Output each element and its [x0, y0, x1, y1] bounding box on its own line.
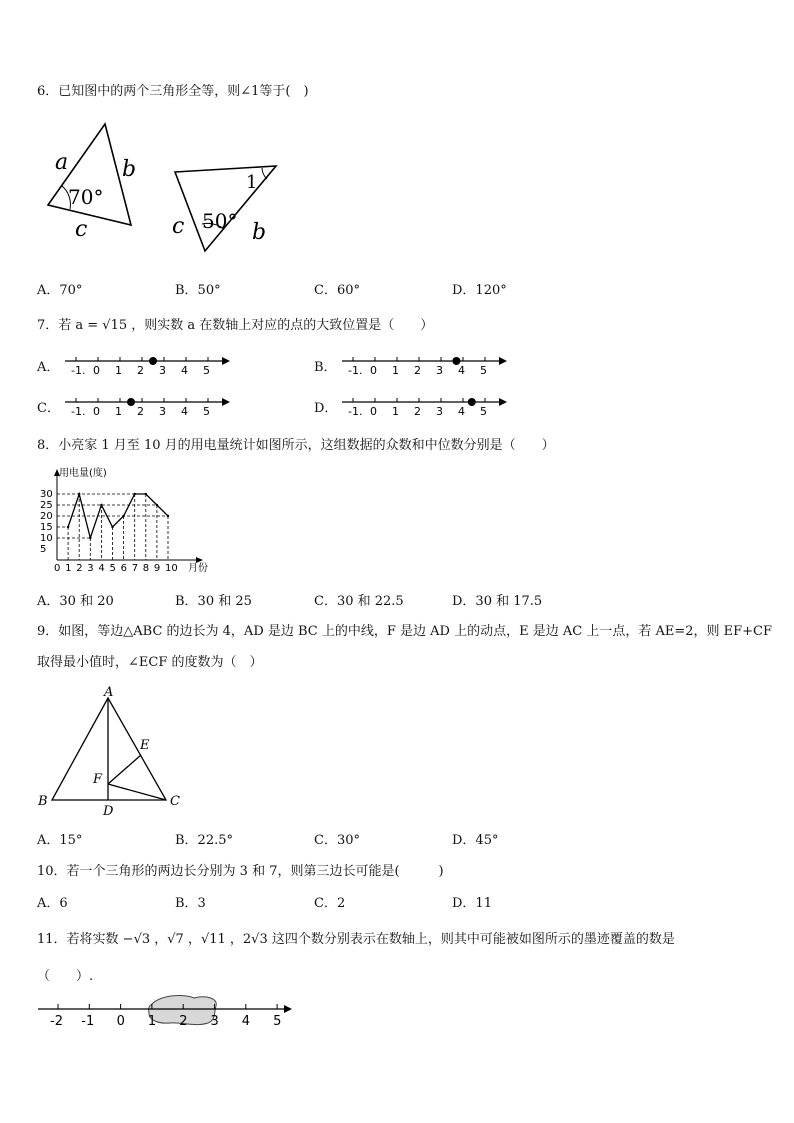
q7-option-c-label[interactable]: C． — [37, 401, 60, 416]
x-tick-label: 8 — [142, 563, 150, 574]
tick-label: 2 — [179, 1014, 188, 1029]
axis-arrow — [499, 357, 507, 365]
tick-label: 0 — [370, 405, 377, 418]
q8-option-c[interactable]: C．30 和 22.5 — [314, 594, 404, 609]
y-tick-label: 30 — [40, 489, 53, 500]
tick-label: 1 — [392, 405, 399, 418]
q10-option-c[interactable]: C．2 — [314, 896, 346, 911]
tick-label: 5 — [203, 405, 210, 418]
q9-text-line2: 取得最小值时，∠ECF 的度数为（ ） — [37, 655, 263, 670]
data-point — [67, 526, 69, 528]
data-point — [134, 493, 136, 495]
x-tick-label: 0 — [54, 563, 61, 574]
q6-angle-1: 1 — [246, 172, 258, 193]
data-point — [111, 526, 113, 528]
x-tick-label: 1 — [65, 563, 72, 574]
q6-triangles-figure — [40, 118, 340, 268]
q6-angle-50: 50° — [202, 209, 238, 233]
q11-paren: （ ）. — [37, 969, 94, 984]
q9-option-b[interactable]: B．22.5° — [175, 833, 233, 848]
q9-label-a: A — [104, 685, 114, 700]
tick-label: 2 — [414, 364, 421, 377]
q8-line-chart — [38, 466, 213, 578]
tick-label: 2 — [137, 364, 144, 377]
point-a — [127, 398, 135, 406]
data-point — [145, 493, 147, 495]
q6-side-a: a — [55, 150, 69, 175]
x-tick-label: 6 — [120, 563, 127, 574]
tick-label: 3 — [159, 405, 166, 418]
data-point — [78, 493, 80, 495]
tick-label: 3 — [436, 364, 443, 377]
q9-label-f: F — [93, 772, 103, 787]
y-tick-label: 15 — [40, 522, 53, 533]
x-tick-label: 5 — [109, 563, 116, 574]
tick-label: 1 — [115, 364, 122, 377]
q8-text: 8．小亮家 1 月至 10 月的用电量统计如图所示，这组数据的众数和中位数分别是（ ） — [37, 438, 555, 453]
x-tick-label: 4 — [98, 563, 105, 574]
q6-side-b: b — [122, 157, 137, 182]
tick-label: 0 — [116, 1014, 125, 1029]
tick-label: 4 — [181, 405, 188, 418]
tick-label: 2 — [137, 405, 144, 418]
tick-label: -1 — [81, 1014, 95, 1029]
q9-option-a[interactable]: A．15° — [37, 833, 83, 848]
q9-triangle-figure — [35, 684, 195, 819]
q7-number-line-a — [62, 353, 242, 375]
tick-label: 5 — [273, 1014, 282, 1029]
tick-label: 1 — [147, 1014, 157, 1029]
tick-label: 0 — [370, 364, 377, 377]
tick-label: 3 — [159, 364, 166, 377]
tick-label: -2 — [50, 1014, 63, 1029]
y-tick-label: 25 — [40, 500, 53, 511]
q6-option-b[interactable]: B．50° — [175, 283, 221, 298]
q7-number-line-b — [339, 353, 519, 375]
tick-label: 1 — [115, 405, 122, 418]
y-tick-label: 10 — [40, 533, 53, 544]
point-a — [468, 398, 476, 406]
q6-side-b2: b — [252, 220, 267, 245]
tick-label: 0 — [93, 364, 100, 377]
tick-label: 5 — [203, 364, 210, 377]
q11-number-line — [36, 992, 306, 1032]
q6-text: 6．已知图中的两个三角形全等，则∠1等于( ) — [37, 84, 309, 99]
tick-label: 4 — [458, 405, 465, 418]
q10-option-b[interactable]: B．3 — [175, 896, 206, 911]
q7-option-b-label[interactable]: B． — [314, 360, 337, 375]
q6-side-c2: c — [172, 214, 185, 239]
q9-label-b: B — [38, 794, 48, 809]
tick-label: 4 — [241, 1014, 251, 1029]
tick-label: 3 — [210, 1014, 219, 1029]
q8-option-b[interactable]: B．30 和 25 — [175, 594, 252, 609]
x-tick-label: 2 — [76, 563, 83, 574]
tick-label: 5 — [480, 405, 487, 418]
axis-arrow — [499, 398, 507, 406]
q8-option-d[interactable]: D．30 和 17.5 — [452, 594, 543, 609]
data-point — [156, 504, 158, 506]
tick-label: 3 — [436, 405, 443, 418]
data-point — [122, 515, 124, 517]
q9-text-line1: 9．如图，等边△ABC 的边长为 4，AD 是边 BC 上的中线，F 是边 AD 上的动点，E 是边 AC 上一点，若 AE=2，则 EF+CF — [37, 624, 773, 639]
tick-label: -1. — [348, 364, 363, 377]
x-axis-label: 月份 — [188, 563, 208, 574]
tick-label: 0 — [93, 405, 100, 418]
tick-label: -1. — [71, 364, 86, 377]
q11-text: 11．若将实数 −√3 ，√7 ，√11 ，2√3 这四个数分别表示在数轴上，则其中可能被如图所示的墨迹覆盖的数是 — [37, 932, 675, 947]
q9-label-c: C — [170, 794, 180, 809]
q10-text: 10．若一个三角形的两边长分别为 3 和 7，则第三边长可能是( ) — [37, 864, 444, 879]
point-a — [452, 357, 460, 365]
x-tick-label: 10 — [165, 563, 178, 574]
q10-option-a[interactable]: A．6 — [37, 896, 68, 911]
tick-label: 5 — [480, 364, 487, 377]
q9-option-c[interactable]: C．30° — [314, 833, 360, 848]
y-tick-label: 20 — [40, 511, 53, 522]
x-tick-label: 3 — [87, 563, 94, 574]
q6-side-c: c — [75, 217, 88, 242]
data-point — [89, 537, 91, 539]
q8-option-a[interactable]: A．30 和 20 — [37, 594, 114, 609]
tick-label: 1 — [392, 364, 399, 377]
q9-label-e: E — [140, 738, 150, 753]
x-tick-label: 7 — [131, 563, 139, 574]
axis-arrow — [284, 1005, 292, 1013]
q6-option-d[interactable]: D．120° — [452, 283, 507, 298]
tick-label: -1. — [71, 405, 86, 418]
tick-label: 4 — [181, 364, 188, 377]
q6-option-c[interactable]: C．60° — [314, 283, 360, 298]
q7-number-line-d — [339, 394, 519, 416]
y-tick-label: 5 — [40, 544, 47, 555]
y-axis-label: 用电量(度) — [59, 468, 107, 479]
q9-option-d[interactable]: D．45° — [452, 833, 499, 848]
axis-arrow — [222, 357, 230, 365]
point-a — [149, 357, 157, 365]
data-point — [100, 504, 102, 506]
q7-option-d-label[interactable]: D． — [314, 401, 338, 416]
axis-arrow — [222, 398, 230, 406]
tick-label: 4 — [458, 364, 465, 377]
q9-label-d: D — [103, 804, 114, 819]
tick-label: 2 — [414, 405, 421, 418]
q6-angle-70: 70° — [68, 185, 104, 209]
q7-text: 7．若 a = √15 ，则实数 a 在数轴上对应的点的大致位置是（ ） — [37, 318, 434, 333]
data-point — [167, 515, 169, 517]
q6-option-a[interactable]: A．70° — [37, 283, 83, 298]
tick-label: -1. — [348, 405, 363, 418]
x-tick-label: 9 — [153, 563, 161, 574]
q7-number-line-c — [62, 394, 242, 416]
q10-option-d[interactable]: D．11 — [452, 896, 492, 911]
q7-option-a-label[interactable]: A． — [37, 360, 60, 375]
